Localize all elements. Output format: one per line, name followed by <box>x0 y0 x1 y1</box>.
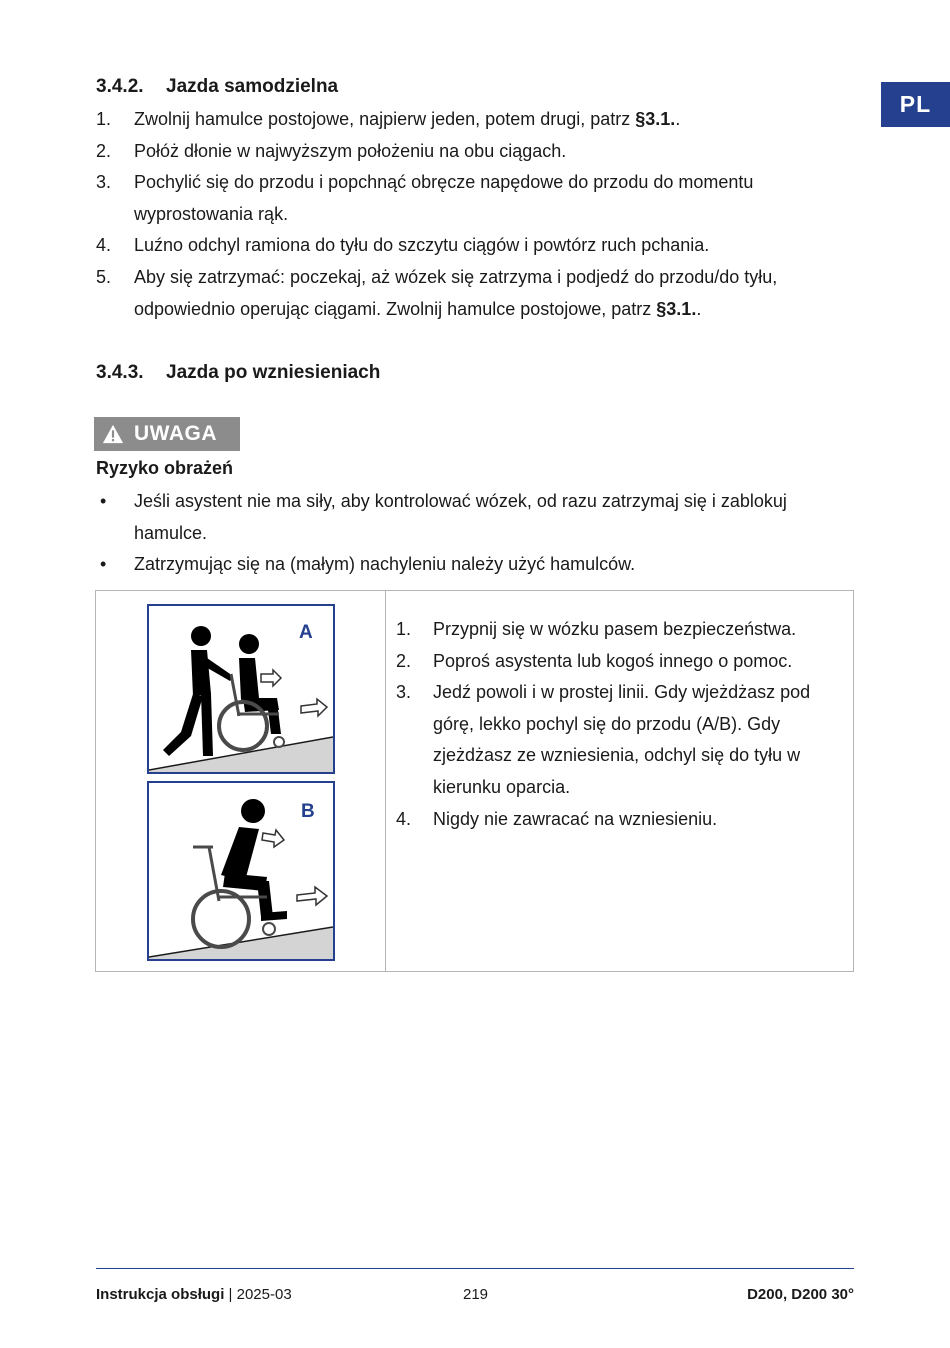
step-number: 2. <box>96 140 112 161</box>
page-number: 219 <box>463 1286 489 1303</box>
wheel-icon <box>219 702 267 750</box>
step-text: Przypnij się w wózku pasem bezpieczeństwa. <box>433 619 797 639</box>
direction-arrow-icon <box>297 887 327 905</box>
step-text: Aby się zatrzymać: poczekaj, aż wózek się zatrzyma i podjedź do przodu/do tyłu, odpowiednio operując ciągami. Zwolnij hamulce postojowe, patrz <box>134 266 778 319</box>
user-head-icon <box>239 634 259 654</box>
wheel-icon <box>193 891 249 947</box>
language-tab: PL <box>881 82 950 127</box>
step-tail: . <box>675 109 681 129</box>
step-number: 1. <box>396 619 412 639</box>
list-item <box>396 804 836 836</box>
step-tail: . <box>696 298 702 319</box>
list-item <box>96 230 836 262</box>
step-number: 4. <box>96 235 112 256</box>
step-text: Nigdy nie zawracać na wzniesieniu. <box>433 808 718 829</box>
user-head-icon <box>241 799 265 823</box>
risk-title: Ryzyko obrażeń <box>96 458 234 478</box>
step-number: 2. <box>396 650 412 671</box>
footer-date: 2025-03 <box>236 1286 292 1303</box>
list-item <box>96 486 816 549</box>
slope-instructions-box <box>95 590 854 972</box>
step-number: 5. <box>96 266 112 287</box>
illustration-assisted-uphill <box>149 606 333 772</box>
direction-arrow-icon <box>301 699 327 716</box>
section-heading-3-4-2 <box>96 76 338 98</box>
figure-a-label: A <box>299 622 313 643</box>
list-item <box>96 136 836 168</box>
step-text: Jedź powoli i w prostej linii. Gdy wjeżdżasz pod górę, lekko pochyl się do przodu (A/B). Gdy zjeżdżasz ze wzniesienia, odchyl się do tyłu w kierunku oparcia. <box>433 682 811 797</box>
step-text: Połóż dłonie w najwyższym położeniu na obu ciągach. <box>134 140 567 161</box>
step-text: Poproś asystenta lub kogoś innego o pomoc. <box>433 650 793 671</box>
warning-triangle-icon <box>102 423 124 445</box>
footer-doc-info <box>96 1286 292 1303</box>
step-text: Pochylić się do przodu i popchnąć obręcze napędowe do przodu do momentu wyprostowania rąk. <box>134 172 754 224</box>
column-divider <box>385 591 386 971</box>
lean-forward-arrow-icon <box>262 830 284 847</box>
figure-b-solo-uphill <box>147 781 335 961</box>
assistant-head-icon <box>191 626 211 646</box>
section-title: Jazda po wzniesieniach <box>166 362 381 383</box>
figure-a-assisted-uphill <box>147 604 335 774</box>
list-item <box>96 262 836 325</box>
section-heading-3-4-3 <box>96 362 380 384</box>
section-number: 3.4.3. <box>96 362 144 383</box>
section-reference: §3.1. <box>656 298 697 319</box>
step-text: Zwolnij hamulce postojowe, najpierw jeden, potem drugi, patrz <box>134 109 636 129</box>
list-item <box>96 104 836 136</box>
slope-steps <box>396 614 836 835</box>
figure-b-label: B <box>301 801 315 822</box>
section-reference: §3.1. <box>635 109 676 129</box>
section-title: Jazda samodzielna <box>166 76 339 97</box>
bullet-text: Zatrzymując się na (małym) nachyleniu należy użyć hamulców. <box>134 554 636 575</box>
list-item <box>96 549 816 581</box>
list-item <box>396 614 836 646</box>
warning-bullets <box>96 486 816 581</box>
footer-model <box>747 1286 854 1303</box>
bullet-icon: • <box>100 491 107 511</box>
step-number: 1. <box>96 109 112 129</box>
self-driving-steps <box>96 104 836 325</box>
section-number: 3.4.2. <box>96 76 144 97</box>
model-name: D200, D200 30° <box>747 1286 854 1303</box>
list-item <box>96 167 836 230</box>
list-item <box>396 646 836 678</box>
footer-separator: | <box>228 1286 233 1303</box>
step-number: 3. <box>396 682 412 703</box>
step-text: Luźno odchyl ramiona do tyłu do szczytu ciągów i powtórz ruch pchania. <box>134 235 710 256</box>
step-number: 3. <box>96 172 112 193</box>
illustration-solo-uphill <box>149 783 333 959</box>
list-item <box>396 677 836 803</box>
footer-divider <box>96 1268 854 1269</box>
bullet-text: Jeśli asystent nie ma siły, aby kontrolować wózek, od razu zatrzymaj się i zablokuj hamulce. <box>134 491 787 543</box>
footer-doc-title: Instrukcja obsługi <box>96 1286 225 1303</box>
warning-label: UWAGA <box>134 422 217 445</box>
bullet-icon: • <box>100 554 107 575</box>
warning-badge <box>94 417 240 451</box>
lean-forward-arrow-icon <box>261 670 281 686</box>
step-number: 4. <box>396 808 412 829</box>
